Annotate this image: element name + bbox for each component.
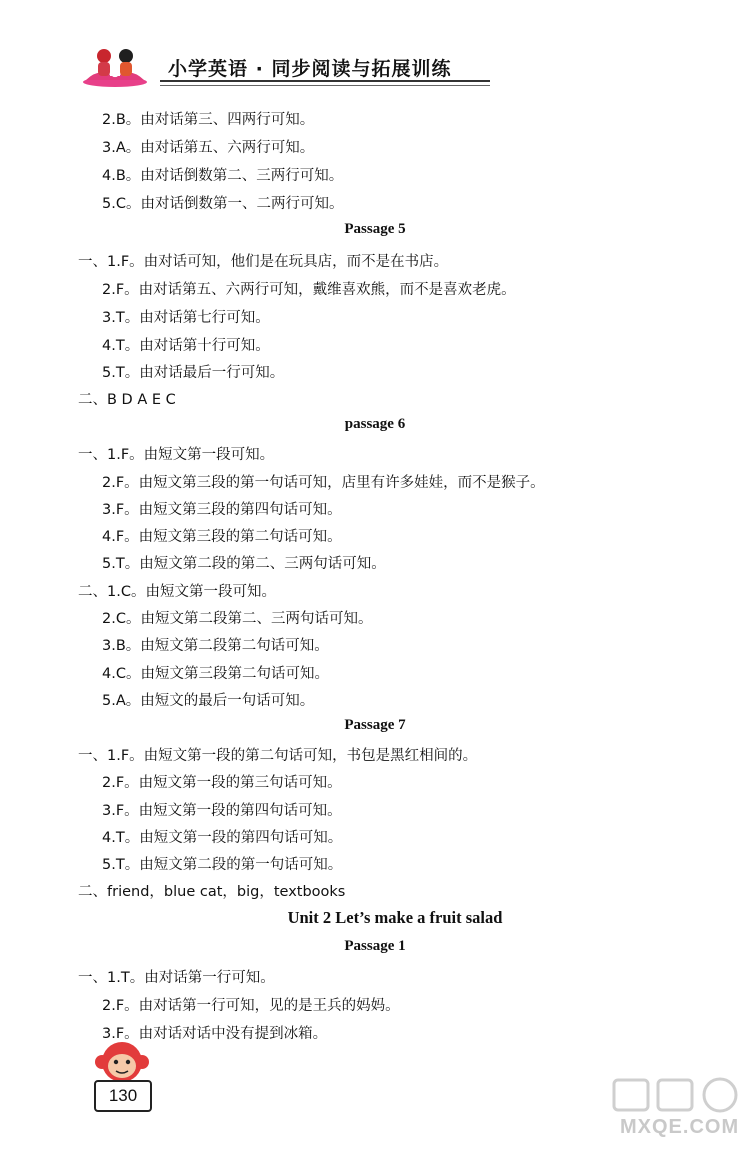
answer-line: 4.F。由短文第三段的第二句话可知。 — [102, 529, 342, 545]
answer-line: 2.F。由对话第一行可知，见的是王兵的妈妈。 — [102, 998, 400, 1014]
answer-line: 4.T。由短文第一段的第四句话可知。 — [102, 830, 343, 846]
answer-line: 3.F。由短文第一段的第四句话可知。 — [102, 803, 342, 819]
watermark — [590, 1070, 750, 1149]
answer-line: 2.F。由对话第五、六两行可知，戴维喜欢熊，而不是喜欢老虎。 — [102, 282, 516, 298]
answer-line: 3.T。由对话第七行可知。 — [102, 310, 270, 326]
answer-line: 5.T。由对话最后一行可知。 — [102, 365, 285, 381]
answer-line: 4.C。由短文第三段第二句话可知。 — [102, 666, 329, 682]
reading-children-logo-icon — [80, 44, 150, 88]
answer-line: 二、friend，blue cat，big，textbooks — [78, 884, 346, 900]
answer-line: 5.T。由短文第二段的第一句话可知。 — [102, 857, 343, 873]
answer-line: 4.T。由对话第十行可知。 — [102, 338, 270, 354]
passage-heading: Passage 5 — [344, 221, 406, 237]
page-header — [70, 40, 500, 92]
answer-line: 2.F。由短文第一段的第三句话可知。 — [102, 775, 342, 791]
passage-heading: Passage 1 — [344, 938, 406, 954]
answer-line: 二、B D A E C — [78, 392, 176, 408]
answer-line: 2.F。由短文第三段的第一句话可知，店里有许多娃娃，而不是猴子。 — [102, 475, 545, 491]
answer-line: 一、1.F。由对话可知，他们是在玩具店，而不是在书店。 — [78, 254, 449, 270]
watermark-text: MXQE.COM — [620, 1116, 740, 1138]
answer-line: 2.B。由对话第三、四两行可知。 — [102, 112, 315, 128]
answer-line: 5.A。由短文的最后一句话可知。 — [102, 693, 315, 709]
page-footer — [88, 1040, 160, 1112]
page-number: 130 — [94, 1080, 152, 1112]
unit-heading: Unit 2 Let’s make a fruit salad — [287, 908, 503, 927]
header-rule-thin — [160, 85, 490, 86]
answer-line: 一、1.F。由短文第一段的第二句话可知，书包是黑红相间的。 — [78, 748, 478, 764]
answer-line: 5.C。由对话倒数第一、二两行可知。 — [102, 196, 344, 212]
watermark-logo-icon — [610, 1074, 750, 1116]
answer-line: 3.A。由对话第五、六两行可知。 — [102, 140, 315, 156]
answer-line: 4.B。由对话倒数第二、三两行可知。 — [102, 168, 344, 184]
answer-line: 2.C。由短文第二段第二、三两句话可知。 — [102, 611, 373, 627]
answer-line: 一、1.T。由对话第一行可知。 — [78, 970, 275, 986]
answer-line: 一、1.F。由短文第一段可知。 — [78, 447, 275, 463]
header-rule — [160, 80, 490, 82]
answer-line: 3.B。由短文第二段第二句话可知。 — [102, 638, 329, 654]
answer-line: 3.F。由对话对话中没有提到冰箱。 — [102, 1026, 328, 1042]
passage-heading: Passage 7 — [344, 717, 406, 733]
monkey-mascot-icon — [94, 1040, 150, 1084]
answer-line: 二、1.C。由短文第一段可知。 — [78, 584, 276, 600]
answer-line: 5.T。由短文第二段的第二、三两句话可知。 — [102, 556, 386, 572]
answer-line: 3.F。由短文第三段的第四句话可知。 — [102, 502, 342, 518]
passage-heading: passage 6 — [344, 416, 406, 432]
header-title: 小学英语 · 同步阅读与拓展训练 — [168, 58, 452, 80]
